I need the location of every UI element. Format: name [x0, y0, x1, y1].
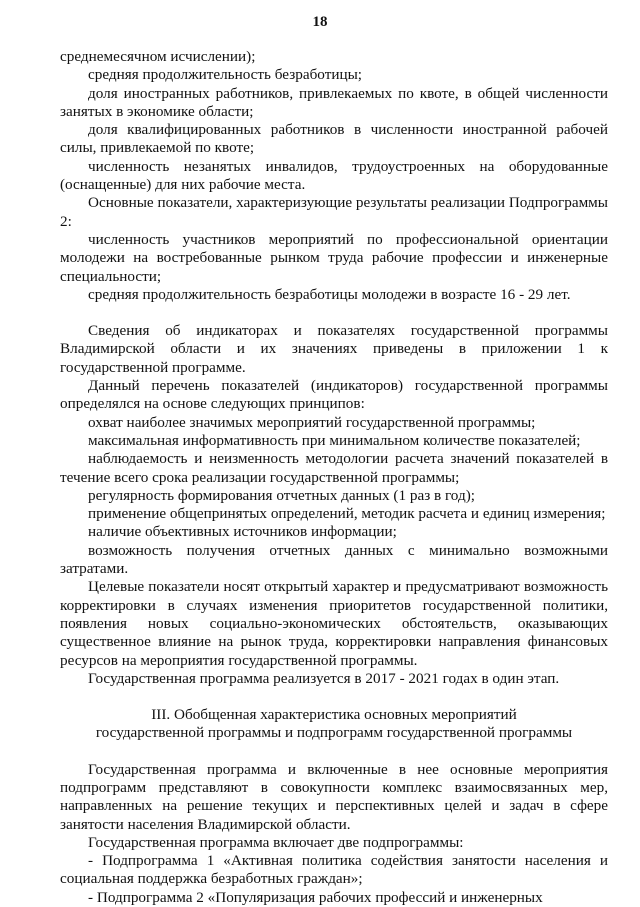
- list-item: - Подпрограмма 2 «Популяризация рабочих профессий и инженерных: [88, 888, 543, 906]
- paragraph: Сведения об индикаторах и показателях государственной программы Владимирской области и их значениях приведены в приложении 1 к государственной программе.: [60, 322, 608, 376]
- section-heading-line: III. Обобщенная характеристика основных мероприятий: [151, 706, 517, 724]
- paragraph: регулярность формирования отчетных данных (1 раз в год);: [88, 486, 475, 504]
- paragraph: средняя продолжительность безработицы молодежи в возрасте 16 - 29 лет.: [88, 285, 571, 303]
- list-item: - Подпрограмма 1 «Активная политика содействия занятости населения и социальная поддержка безработных граждан»;: [60, 852, 608, 888]
- paragraph: возможность получения отчетных данных с минимально возможными затратами.: [60, 541, 608, 578]
- paragraph: Целевые показатели носят открытый характер и предусматривают возможность корректировки в случаях изменения приоритетов государственной политики, появления новых социально-экономических обстоятельств, оказывающих существенное влияние на рынок труда, корректировки направления финансовых ресурсов на мероприятия государственной программы.: [60, 578, 608, 669]
- section-heading-line: государственной программы и подпрограмм государственной программы: [95, 724, 573, 742]
- paragraph: Данный перечень показателей (индикаторов) государственной программы определялся на основе следующих принципов:: [60, 377, 608, 413]
- page-number: 18: [312, 14, 328, 30]
- paragraph: максимальная информативность при минимальном количестве показателей;: [88, 431, 581, 449]
- paragraph: применение общепринятых определений, методик расчета и единиц измерения;: [88, 505, 606, 523]
- paragraph: среднемесячном исчислении);: [60, 48, 256, 65]
- paragraph: Государственная программа включает две подпрограммы:: [88, 833, 464, 851]
- paragraph: доля квалифицированных работников в численности иностранной рабочей силы, привлекаемой по квоте;: [60, 121, 608, 157]
- paragraph: Государственная программа реализуется в 2017 - 2021 годах в один этап.: [88, 669, 560, 687]
- paragraph: охват наиболее значимых мероприятий государственной программы;: [88, 413, 536, 431]
- document-body: [60, 48, 608, 907]
- paragraph: численность незанятых инвалидов, трудоустроенных на оборудованные (оснащенные) для них рабочие места.: [60, 157, 608, 194]
- paragraph: наблюдаемость и неизменность методологии расчета значений показателей в течение всего срока реализации государственной программы;: [60, 450, 608, 486]
- paragraph: Государственная программа и включенные в нее основные мероприятия подпрограмм представляют в совокупности комплекс взаимосвязанных мер, направленных на решение текущих и перспективных целей и задач в сфере занятости населения Владимирской области.: [60, 760, 608, 833]
- paragraph: Основные показатели, характеризующие результаты реализации Подпрограммы 2:: [60, 194, 608, 230]
- section-heading: [60, 706, 608, 743]
- paragraph: наличие объективных источников информации;: [88, 523, 397, 541]
- paragraph: средняя продолжительность безработицы;: [88, 66, 363, 84]
- paragraph: доля иностранных работников, привлекаемых по квоте, в общей численности занятых в экономике области;: [60, 84, 608, 120]
- paragraph: численность участников мероприятий по профессиональной ориентации молодежи на востребованные рынком труда рабочие профессии и инженерные специальности;: [60, 230, 608, 285]
